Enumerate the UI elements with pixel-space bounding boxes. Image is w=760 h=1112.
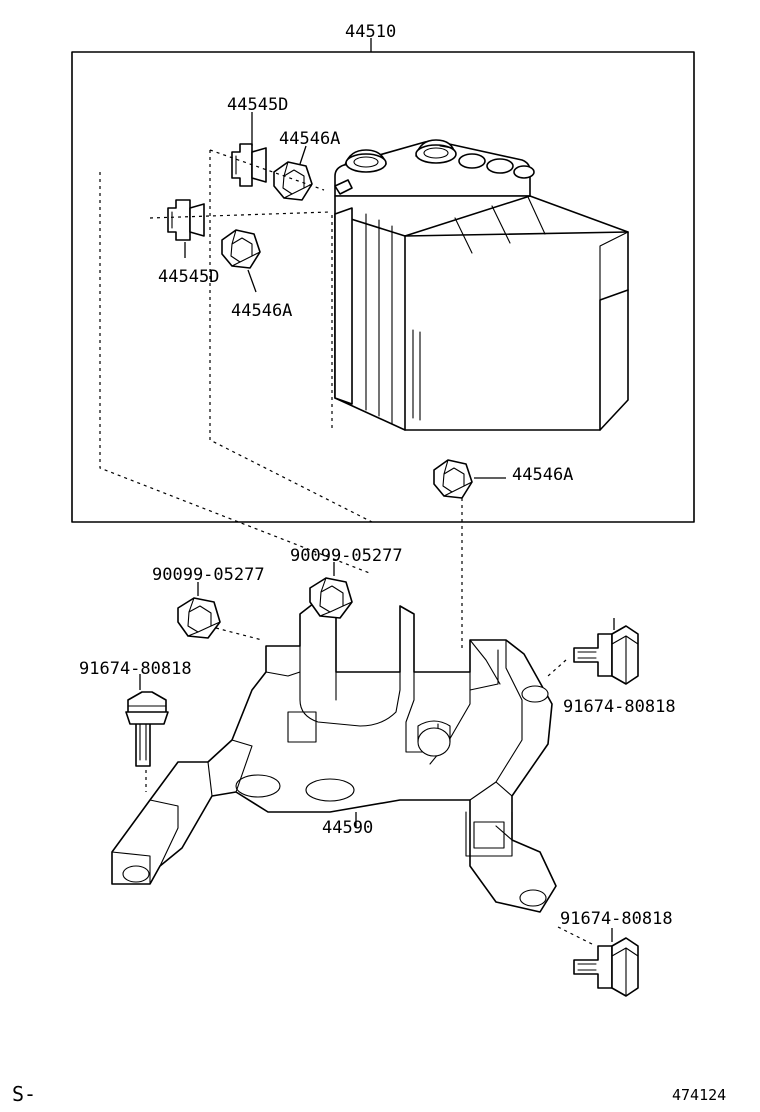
label-44590: 44590 — [322, 818, 374, 838]
label-91674-80818-lower-right: 91674-80818 — [560, 909, 673, 929]
label-91674-80818-upper-right: 91674-80818 — [563, 697, 676, 717]
label-44546A-lower: 44546A — [231, 301, 293, 321]
part-91674-80818-upper-right — [574, 618, 638, 684]
part-44545D-lower — [168, 200, 204, 258]
part-44546A-bottom — [434, 460, 506, 498]
label-44546A-upper: 44546A — [279, 129, 341, 149]
label-44545D-lower: 44545D — [158, 267, 220, 287]
label-44545D-upper: 44545D — [227, 95, 289, 115]
label-90099-05277-left: 90099-05277 — [152, 565, 265, 585]
part-91674-80818-left — [126, 674, 168, 766]
label-91674-80818-left: 91674-80818 — [79, 659, 192, 679]
part-44546A-lower — [222, 230, 260, 292]
part-90099-05277-left — [178, 582, 220, 638]
footer-right-code: 474124 — [672, 1086, 727, 1104]
part-44546A-upper — [274, 146, 312, 200]
label-90099-05277-right: 90099-05277 — [290, 546, 403, 566]
abs-actuator-assembly — [335, 140, 628, 430]
part-44545D-upper — [232, 112, 266, 186]
footer-left-code: S- — [12, 1082, 37, 1106]
part-91674-80818-lower-right — [574, 928, 638, 996]
label-44510: 44510 — [345, 22, 397, 42]
label-44546A-bottom: 44546A — [512, 465, 574, 485]
part-44590-bracket — [112, 600, 556, 912]
part-90099-05277-right — [310, 562, 352, 618]
